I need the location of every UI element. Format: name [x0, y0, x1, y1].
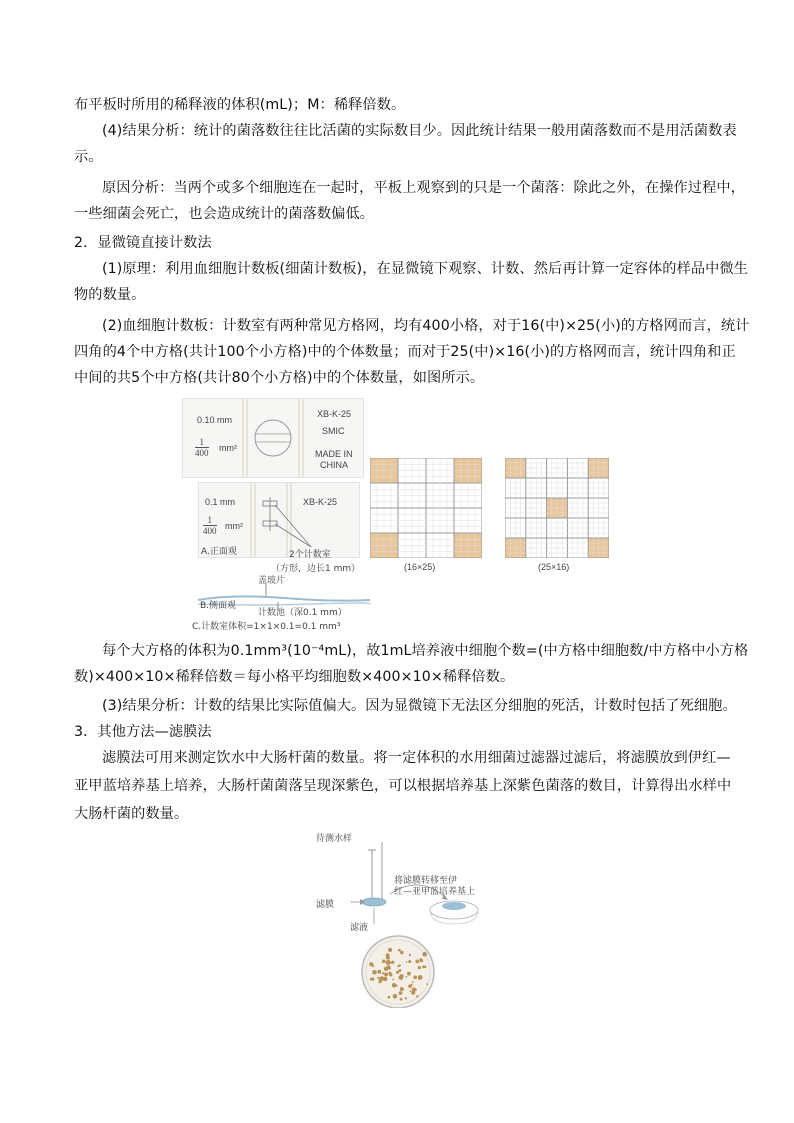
- colony: [426, 983, 428, 985]
- brand-label: SMIC: [322, 426, 345, 436]
- scale-label: 0.10 mm: [197, 415, 233, 425]
- paragraph-line: 物的数量。: [74, 287, 146, 303]
- colony: [412, 988, 417, 993]
- paragraph-line: (3)结果分析：计数的结果比实际值偏大。因为显微镜下无法区分细胞的死活，计数时包括了死细胞。: [102, 698, 737, 714]
- transfer-label-line2: 红—亚甲蓝培养基上: [394, 887, 476, 897]
- paragraph-line: 每个大方格的体积为0.1mm³(10⁻⁴mL)，故1mL培养液中细胞个数=(中方格中细胞数/中方格中小方格: [102, 643, 749, 659]
- fraction-numerator: 1: [203, 515, 217, 526]
- cover-glass-label: 盖玻片: [258, 576, 286, 586]
- colony: [412, 981, 414, 983]
- paragraph-line: 四角的4个中方格(共计100个小方格)中的个体数量；而对于25(中)×16(小)的方格网而言，统计四角和正: [74, 344, 736, 360]
- paragraph-line: 滤膜法可用来测定饮水中大肠杆菌的数量。将一定体积的水用细菌过滤器过滤后，将滤膜放到伊红—: [102, 750, 731, 766]
- colony: [397, 965, 399, 967]
- colony: [392, 983, 397, 988]
- paragraph-line: (2)血细胞计数板：计数室有两种常见方格网，均有400小格，对于16(中)×25(小)的方格网而言，统计: [102, 318, 750, 334]
- counting-board-top-panel: [182, 398, 364, 478]
- model-label: XB-K-25: [303, 497, 338, 507]
- colony: [393, 994, 398, 999]
- fraction-denominator: 400: [195, 448, 209, 458]
- colony: [400, 974, 404, 978]
- colony: [406, 961, 408, 963]
- colony: [418, 975, 423, 980]
- colony: [388, 996, 391, 999]
- colony: [407, 972, 411, 976]
- area-fraction: [195, 437, 209, 458]
- country-label: CHINA: [320, 460, 349, 470]
- area-fraction: [203, 515, 217, 536]
- colony: [396, 985, 398, 987]
- colony: [369, 962, 373, 966]
- unit-label: mm²: [225, 521, 243, 531]
- colony: [410, 991, 412, 993]
- colony: [377, 970, 381, 974]
- counting-board-front-panel: [198, 482, 360, 558]
- colony: [388, 972, 391, 975]
- paragraph-line: 布平板时所用的稀释液的体积(mL)；M：稀释倍数。: [74, 97, 406, 113]
- colony: [396, 971, 399, 974]
- model-label: XB-K-25: [317, 409, 352, 419]
- section-heading: 3．其他方法—滤膜法: [74, 724, 212, 740]
- colony: [382, 972, 384, 974]
- grid-25x16-label: (25×16): [538, 562, 570, 572]
- colony: [420, 958, 422, 960]
- paragraph-line: 示。: [74, 149, 103, 165]
- paragraph-line: 大肠杆菌的数量。: [74, 806, 189, 822]
- colony: [418, 966, 421, 969]
- paragraph-line: 原因分析：当两个或多个细胞连在一起时，平板上观察到的只是一个菌落：除此之外，在操作过程中，: [102, 180, 745, 196]
- paragraph-line: (1)原理：利用血细胞计数板(细菌计数板)，在显微镜下观察、计数、然后再计算一定容体的样品中微生: [102, 261, 749, 277]
- grid-16x25-label: (16×25): [404, 562, 436, 572]
- colony: [408, 960, 411, 963]
- colony: [380, 976, 384, 980]
- filtrate-label: 滤液: [350, 923, 369, 933]
- colony: [400, 998, 403, 1001]
- colony: [400, 951, 404, 955]
- colony: [382, 960, 386, 964]
- colony: [415, 960, 419, 964]
- colony: [424, 966, 427, 969]
- paragraph-line: 一些细菌会死亡，也会造成统计的菌落数偏低。: [74, 206, 375, 222]
- colony: [377, 977, 379, 979]
- side-view-caption: B.侧面观: [200, 601, 237, 611]
- paragraph-line: 中间的共5个中方格(共计80个小方格)中的个体数量，如图所示。: [74, 370, 485, 386]
- fraction-denominator: 400: [203, 526, 217, 536]
- colony: [392, 979, 394, 981]
- membrane-label: 滤膜: [316, 900, 335, 910]
- grid-25x16: [505, 458, 609, 558]
- colony: [409, 954, 411, 956]
- scale-label: 0.1 mm: [205, 497, 236, 507]
- grid-16x25: [370, 458, 482, 558]
- transfer-label-line1: 将滤膜转移至伊: [394, 876, 458, 886]
- colony: [422, 952, 427, 957]
- colony: [399, 991, 403, 995]
- paragraph-line: 数)×400×10×稀释倍数＝每小格平均细胞数×400×10×稀释倍数。: [74, 669, 515, 685]
- colony: [388, 948, 392, 952]
- fraction-numerator: 1: [195, 437, 209, 448]
- colony: [391, 962, 393, 964]
- front-view-caption: A.正面观: [201, 547, 237, 557]
- made-in-label: MADE IN: [315, 449, 353, 459]
- colony: [388, 967, 390, 969]
- colony: [386, 960, 391, 965]
- filtration-diagram: [310, 828, 510, 1008]
- colony: [408, 984, 412, 988]
- volume-caption: C.计数室体积=1×1×0.1=0.1 mm³: [192, 622, 341, 632]
- colony: [384, 973, 388, 977]
- counting-pool-label: 计数池（深0.1 mm）: [258, 608, 347, 618]
- colony: [406, 976, 408, 978]
- colony: [398, 949, 401, 952]
- chamber-label: 2个计数室: [289, 550, 331, 560]
- section-heading: 2．显微镜直接计数法: [74, 235, 212, 251]
- chamber-size-label: （方形，边长1 mm）: [271, 564, 361, 574]
- colony: [384, 967, 388, 971]
- colony: [400, 987, 402, 989]
- colony: [416, 995, 418, 997]
- colony: [405, 997, 407, 999]
- colony: [370, 978, 373, 981]
- paragraph-line: 亚甲蓝培养基上培养，大肠杆菌菌落呈现深紫色，可以根据培养基上深紫色菌落的数目，计算得出水样中: [74, 778, 732, 794]
- colony: [386, 956, 390, 960]
- sample-label: 待测水样: [316, 834, 353, 844]
- unit-label: mm²: [219, 443, 237, 453]
- colony: [413, 976, 417, 980]
- paragraph-line: (4)结果分析：统计的菌落数往往比活菌的实际数目少。因此统计结果一般用菌落数而不是用活菌数表: [102, 123, 737, 139]
- colony: [372, 970, 377, 975]
